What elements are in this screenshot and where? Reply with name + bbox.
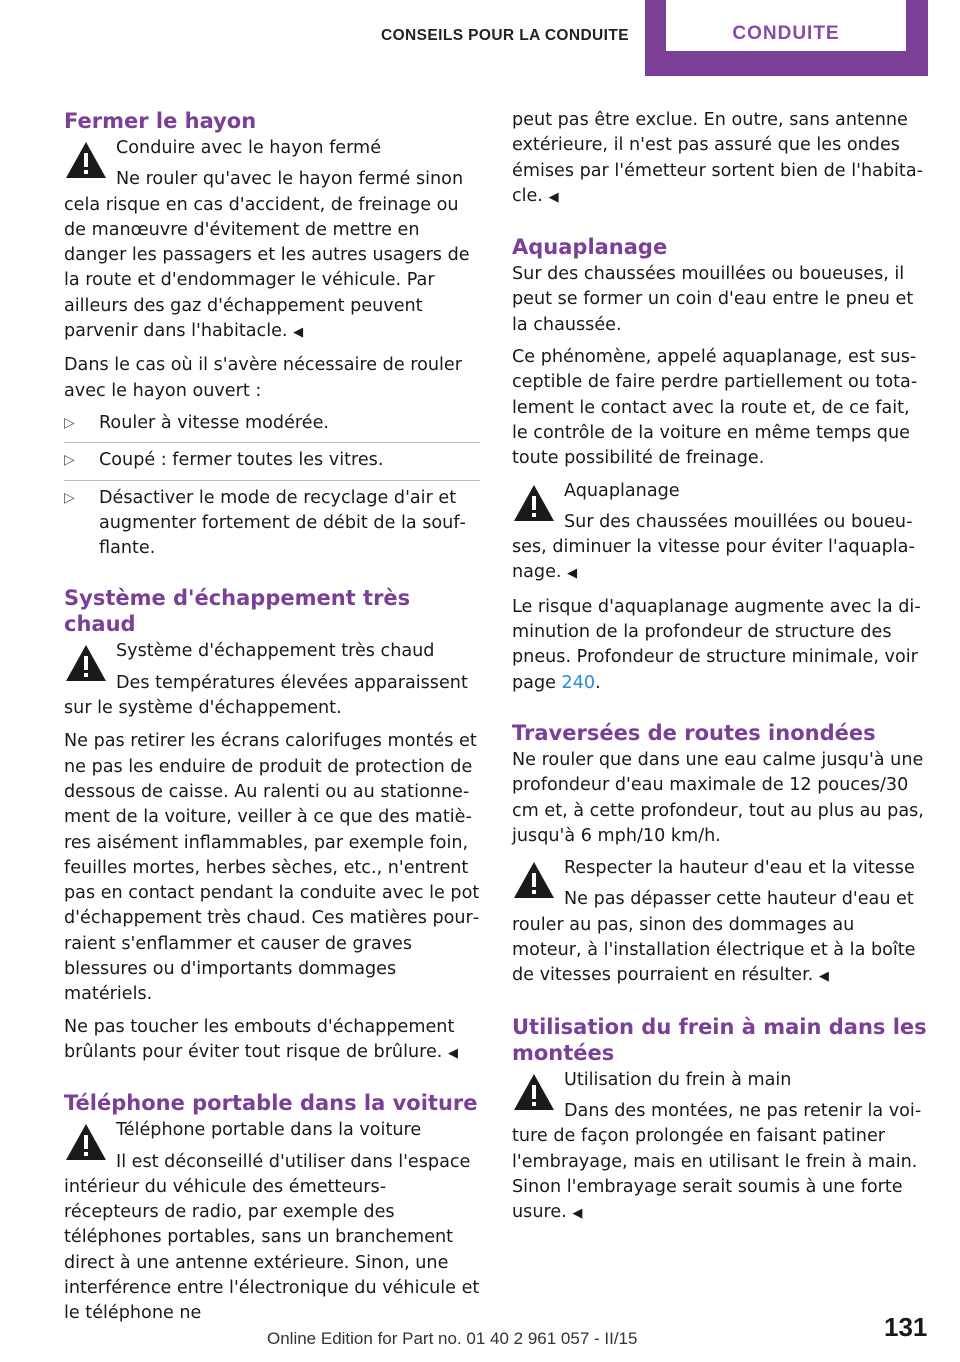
left-column bbox=[64, 108, 480, 1351]
triangle-bullet-icon: ▷ bbox=[64, 452, 75, 469]
section-frein-main bbox=[512, 1014, 928, 1227]
list-item bbox=[64, 442, 480, 473]
paragraph: Ce phénomène, appelé aquaplanage, est susceptible de faire perdre partiellement ou totalement le contact avec la route et, de ce fait, le contrôle de la voiture en même temps que toute possibilité de freinage. bbox=[512, 347, 918, 469]
page-reference-link[interactable]: 240 bbox=[561, 672, 596, 693]
warning-title: Utilisation du frein à main bbox=[564, 1069, 792, 1090]
warning-box bbox=[64, 639, 480, 721]
page-header bbox=[0, 0, 960, 76]
warning-body: Sur des chaussées mouillées ou boueuses, diminuer la vitesse pour éviter l'aquaplanage. bbox=[512, 511, 915, 583]
warning-body: Dans des montées, ne pas retenir la voiture de façon prolongée en faisant patiner l'embrayage, mais en utilisant le frein à main. Sinon l'embrayage serait soumis à une forte usure. bbox=[512, 1100, 922, 1223]
warning-box bbox=[512, 856, 928, 989]
warning-title: Téléphone portable dans la voiture bbox=[116, 1120, 422, 1141]
end-mark: ◀ bbox=[818, 969, 829, 985]
warning-box bbox=[64, 1118, 480, 1326]
continued-text bbox=[512, 108, 928, 210]
end-mark: ◀ bbox=[572, 1206, 583, 1222]
paragraph: Ne pas toucher les embouts d'échappement brûlants pour éviter tout risque de brûlure. bbox=[64, 1016, 455, 1062]
warning-icon bbox=[512, 1072, 556, 1112]
end-mark: ◀ bbox=[447, 1045, 458, 1061]
page-number: 131 bbox=[884, 1312, 928, 1342]
list-item-text: Désactiver le mode de recyclage d'air et augmenter fortement de débit de la soufflante. bbox=[99, 487, 466, 559]
section-telephone bbox=[64, 1090, 480, 1326]
bullet-list bbox=[64, 411, 480, 561]
warning-body: Ne pas dépasser cette hauteur d'eau et rouler au pas, sinon des dommages au moteur, à l'installation électrique et à la boîte de vitesses pourraient en résulter. bbox=[512, 889, 916, 986]
list-item bbox=[64, 411, 480, 436]
list-item bbox=[64, 480, 480, 562]
warning-title: Conduire avec le hayon fermé bbox=[116, 138, 382, 158]
paragraph: Ne pas retirer les écrans calorifuges montés et ne pas les enduire de produit de protection de dessous de caisse. Au ralenti ou au stationnement de la voiture, veiller à ce que des matières aisément inflammables, par exemple foin, feuilles mortes, herbes sèches, etc., n'entrent pas en contact pendant la conduite avec le pot d'échappement très chaud. Ces matières pourraient s'enflammer et causer de graves blessures ou d'importants dommages matériels. bbox=[64, 731, 480, 1005]
footer-edition: Online Edition for Part no. 01 40 2 961 057 - II/15 bbox=[267, 1329, 638, 1348]
warning-body: Ne rouler qu'avec le hayon fermé sinon cela risque en cas d'accident, de freinage ou de manœuvre d'évitement de mettre en danger les passagers et les autres usagers de la route et d'endommager le véhicule. Par ailleurs des gaz d'échappement peuvent parvenir dans l'habitacle. bbox=[64, 169, 470, 342]
warning-icon bbox=[512, 483, 556, 523]
warning-body: Il est déconseillé d'utiliser dans l'espace intérieur du véhicule des émetteurs-récepteurs de radio, par exemple des téléphones portables, sans un branchement direct à une antenne extérieure. Sinon, une interférence entre l'électronique du véhicule et le téléphone ne bbox=[64, 1151, 480, 1324]
warning-title: Respecter la hauteur d'eau et la vitesse bbox=[564, 858, 915, 879]
section-fermer-hayon bbox=[64, 108, 480, 561]
paragraph: Dans le cas où il s'avère nécessaire de rouler avec le hayon ouvert : bbox=[64, 355, 462, 401]
end-mark: ◀ bbox=[567, 566, 578, 582]
warning-icon bbox=[64, 140, 108, 180]
section-aquaplanage bbox=[512, 234, 928, 696]
warning-box bbox=[64, 136, 480, 345]
header-tab-label: CONDUITE bbox=[732, 23, 840, 44]
list-item-text: Rouler à vitesse modérée. bbox=[99, 412, 330, 433]
warning-box bbox=[512, 479, 928, 587]
paragraph: Sur des chaussées mouillées ou boueuses, il peut se former un coin d'eau entre le pneu et la chaussée. bbox=[512, 264, 914, 335]
warning-box bbox=[512, 1068, 928, 1227]
warning-body: Des températures élevées apparaissent sur le système d'échappement. bbox=[64, 672, 468, 719]
section-echappement bbox=[64, 585, 480, 1066]
section-title: Utilisation du frein à main dans les montées bbox=[512, 1014, 927, 1065]
paragraph: Ne rouler que dans une eau calme jusqu'à une profondeur d'eau maximale de 12 pouces/30 cm et, à cette profondeur, tout au plus au pas, jusqu'à 6 mph/10 km/h. bbox=[512, 749, 924, 846]
section-title: Fermer le hayon bbox=[64, 109, 257, 133]
section-title: Aquaplanage bbox=[512, 235, 668, 260]
section-title: Traversées de routes inondées bbox=[512, 720, 876, 745]
section-routes-inondees bbox=[512, 720, 928, 990]
paragraph: Le risque d'aquaplanage augmente avec la diminution de la profondeur de structure des pneus. Profondeur de structure minimale, voir page bbox=[512, 596, 921, 693]
warning-icon bbox=[64, 1122, 108, 1162]
section-title: Téléphone portable dans la voiture bbox=[64, 1091, 478, 1116]
end-mark: ◀ bbox=[293, 325, 304, 341]
section-title: Système d'échappement très chaud bbox=[64, 586, 411, 637]
warning-title: Aquaplanage bbox=[564, 480, 680, 501]
end-mark: ◀ bbox=[548, 189, 559, 205]
header-section-title: CONSEILS POUR LA CONDUITE bbox=[381, 27, 629, 44]
paragraph: peut pas être exclue. En outre, sans antenne extérieure, il n'est pas assuré que les ondes émises par l'émetteur sortent bien de l'habitacle. bbox=[512, 110, 923, 206]
warning-icon bbox=[64, 643, 108, 683]
list-item-text: Coupé : fermer toutes les vitres. bbox=[99, 450, 384, 471]
header-tab bbox=[666, 0, 906, 51]
triangle-bullet-icon: ▷ bbox=[64, 414, 75, 431]
paragraph-end: . bbox=[595, 672, 601, 693]
warning-title: Système d'échappement très chaud bbox=[116, 641, 435, 662]
right-column bbox=[512, 108, 928, 1250]
warning-icon bbox=[512, 860, 556, 900]
triangle-bullet-icon: ▷ bbox=[64, 489, 75, 506]
